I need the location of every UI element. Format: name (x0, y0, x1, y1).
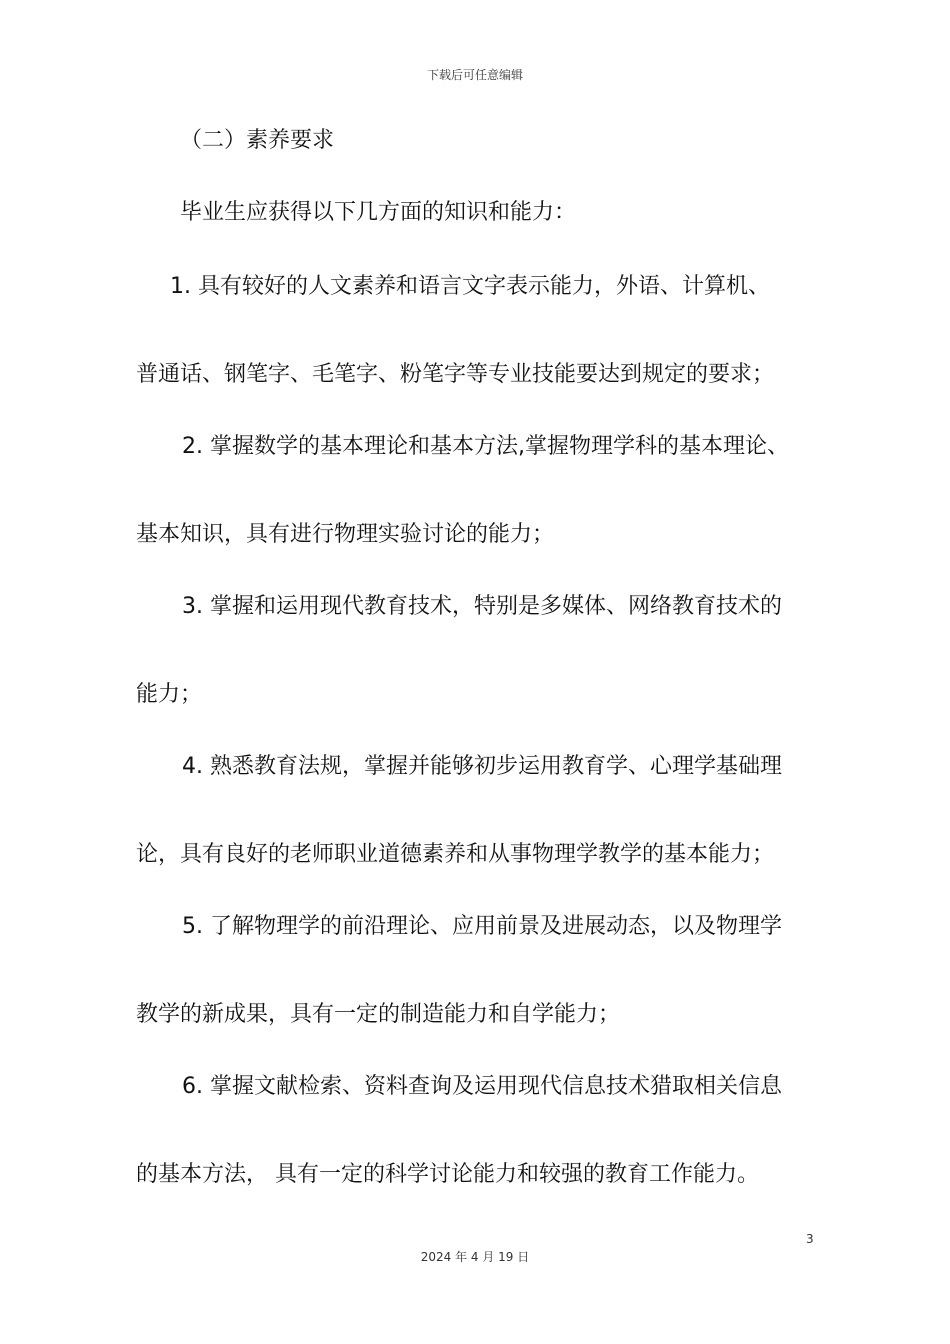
section-heading: （二）素养要求 (180, 128, 335, 153)
list-item-6-line-2: 的基本方法， 具有一定的科学讨论能力和较强的教育工作能力。 (136, 1162, 759, 1187)
list-item-6-line-1: 6. 掌握文献检索、资料查询及运用现代信息技术猎取相关信息 (182, 1074, 782, 1099)
list-item-5-line-1: 5. 了解物理学的前沿理论、应用前景及进展动态，以及物理学 (182, 914, 782, 939)
list-item-2-line-1: 2. 掌握数学的基本理论和基本方法,掌握物理学科的基本理论、 (182, 434, 789, 459)
list-item-1-line-1: 1. 具有较好的人文素养和语言文字表示能力，外语、计算机、 (170, 274, 770, 299)
footer-date: 2024 年 4 月 19 日 (420, 1250, 530, 1264)
list-item-4-line-1: 4. 熟悉教育法规，掌握并能够初步运用教育学、心理学基础理 (182, 754, 782, 779)
list-item-3-line-2: 能力； (136, 682, 203, 707)
page-header: 下载后可任意编辑 (426, 68, 523, 82)
list-item-3-line-1: 3. 掌握和运用现代教育技术，特别是多媒体、网络教育技术的 (182, 594, 782, 619)
list-item-4-line-2: 论，具有良好的老师职业道德素养和从事物理学教学的基本能力； (136, 842, 775, 867)
list-item-2-line-2: 基本知识，具有进行物理实验讨论的能力； (136, 522, 555, 547)
list-item-1-line-2: 普通话、钢笔字、毛笔字、粉笔字等专业技能要达到规定的要求； (136, 362, 775, 387)
page-number: 3 (806, 1232, 814, 1246)
list-item-5-line-2: 教学的新成果，具有一定的制造能力和自学能力； (136, 1002, 621, 1027)
intro-paragraph: 毕业生应获得以下几方面的知识和能力： (180, 200, 577, 225)
